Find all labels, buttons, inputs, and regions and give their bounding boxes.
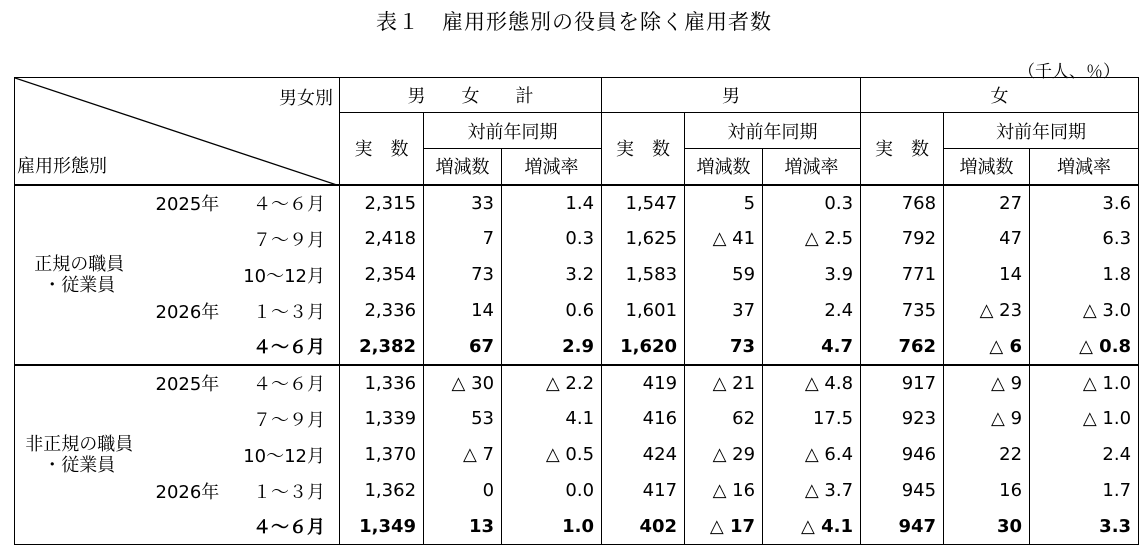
value-cell: 1,601	[602, 293, 685, 329]
value-cell: 417	[602, 473, 685, 509]
value-cell: 1,336	[340, 365, 424, 401]
value-cell: △ 0.8	[1030, 329, 1139, 365]
header-count-male: 実 数	[602, 113, 685, 185]
value-cell: 0.3	[502, 221, 602, 257]
value-cell: 424	[602, 437, 685, 473]
header-yoy-female: 対前年同期	[944, 113, 1139, 149]
table-row	[15, 437, 1139, 473]
value-cell: 947	[861, 509, 944, 545]
value-cell: 419	[602, 365, 685, 401]
value-cell: △ 6	[944, 329, 1030, 365]
value-cell: 2,315	[340, 185, 424, 221]
value-cell: 416	[602, 401, 685, 437]
value-cell: 3.2	[502, 257, 602, 293]
value-cell: 402	[602, 509, 685, 545]
value-cell: 1,547	[602, 185, 685, 221]
value-cell: △ 2.2	[502, 365, 602, 401]
value-cell: 1.8	[1030, 257, 1139, 293]
value-cell: 2.9	[502, 329, 602, 365]
table-row	[15, 293, 1139, 329]
unit-label: （千人、％）	[1018, 62, 1120, 82]
value-cell: 771	[861, 257, 944, 293]
value-cell: 2.4	[763, 293, 861, 329]
value-cell: △ 1.0	[1030, 365, 1139, 401]
value-cell: 0.3	[763, 185, 861, 221]
quarter-cell: 10～12月	[233, 257, 340, 293]
value-cell: 1,370	[340, 437, 424, 473]
value-cell: △ 29	[685, 437, 763, 473]
value-cell: 33	[424, 185, 502, 221]
value-cell: 946	[861, 437, 944, 473]
value-cell: 53	[424, 401, 502, 437]
corner-label-sex: 男女別	[279, 88, 334, 109]
value-cell: △ 9	[944, 365, 1030, 401]
value-cell: △ 21	[685, 365, 763, 401]
value-cell: 14	[424, 293, 502, 329]
value-cell: 1,362	[340, 473, 424, 509]
year-cell	[144, 437, 233, 473]
value-cell: 2.4	[1030, 437, 1139, 473]
category-label-line1: 正規の職員	[34, 253, 125, 275]
value-cell: 3.6	[1030, 185, 1139, 221]
header-corner	[15, 78, 340, 185]
value-cell: 59	[685, 257, 763, 293]
value-cell: 73	[685, 329, 763, 365]
quarter-cell: ４～６月	[233, 509, 340, 545]
value-cell: 792	[861, 221, 944, 257]
quarter-cell: １～３月	[233, 293, 340, 329]
value-cell: △ 30	[424, 365, 502, 401]
header-change-male: 増減数	[685, 149, 763, 185]
table-row	[15, 257, 1139, 293]
value-cell: 2,382	[340, 329, 424, 365]
value-cell: 917	[861, 365, 944, 401]
value-cell: 2,418	[340, 221, 424, 257]
header-yoy-male: 対前年同期	[685, 113, 861, 149]
group-male: 男	[602, 78, 861, 113]
year-cell	[144, 257, 233, 293]
category-label-line1: 非正規の職員	[25, 433, 134, 455]
value-cell: 30	[944, 509, 1030, 545]
header-change-female: 増減数	[944, 149, 1030, 185]
value-cell: △ 2.5	[763, 221, 861, 257]
year-cell	[144, 509, 233, 545]
value-cell: 1,625	[602, 221, 685, 257]
value-cell: 1.4	[502, 185, 602, 221]
year-cell: 2026年	[155, 481, 220, 503]
value-cell: △ 6.4	[763, 437, 861, 473]
group-female: 女	[861, 78, 1139, 113]
quarter-cell: ７～９月	[233, 221, 340, 257]
quarter-cell: １～３月	[233, 473, 340, 509]
value-cell: 4.1	[502, 401, 602, 437]
header-rate-total: 増減率	[502, 149, 602, 185]
value-cell: △ 0.5	[502, 437, 602, 473]
value-cell: 2,354	[340, 257, 424, 293]
value-cell: 0	[424, 473, 502, 509]
value-cell: 13	[424, 509, 502, 545]
value-cell: 73	[424, 257, 502, 293]
category-label-line2: ・従業員	[43, 274, 116, 296]
value-cell: 1.0	[502, 509, 602, 545]
category-label	[15, 185, 144, 365]
value-cell: 2,336	[340, 293, 424, 329]
quarter-cell: ４～６月	[233, 185, 340, 221]
table-row	[15, 329, 1139, 365]
value-cell: 16	[944, 473, 1030, 509]
value-cell: △ 3.7	[763, 473, 861, 509]
year-cell	[144, 221, 233, 257]
category-label-line2: ・従業員	[43, 454, 116, 476]
value-cell: 735	[861, 293, 944, 329]
quarter-cell: ４～６月	[233, 329, 340, 365]
value-cell: 22	[944, 437, 1030, 473]
table-row	[15, 221, 1139, 257]
value-cell: 923	[861, 401, 944, 437]
header-rate-male: 増減率	[763, 149, 861, 185]
table-row	[15, 509, 1139, 545]
quarter-cell: 10～12月	[233, 437, 340, 473]
year-cell: 2025年	[144, 365, 233, 401]
value-cell: △ 23	[944, 293, 1030, 329]
employment-table	[14, 77, 1139, 545]
value-cell: △ 4.8	[763, 365, 861, 401]
value-cell: 62	[685, 401, 763, 437]
value-cell: △ 16	[685, 473, 763, 509]
table-row	[15, 401, 1139, 437]
value-cell: 762	[861, 329, 944, 365]
value-cell: 37	[685, 293, 763, 329]
value-cell: 4.7	[763, 329, 861, 365]
header-count-female: 実 数	[861, 113, 944, 185]
quarter-cell: ４～６月	[233, 365, 340, 401]
value-cell: 1,339	[340, 401, 424, 437]
value-cell: 17.5	[763, 401, 861, 437]
value-cell: 768	[861, 185, 944, 221]
corner-label-type: 雇用形態別	[17, 155, 107, 177]
value-cell: △ 17	[685, 509, 763, 545]
value-cell: 3.9	[763, 257, 861, 293]
table-title: 表１ 雇用形態別の役員を除く雇用者数	[376, 10, 772, 34]
value-cell: △ 7	[424, 437, 502, 473]
value-cell: 47	[944, 221, 1030, 257]
value-cell: △ 3.0	[1030, 293, 1139, 329]
value-cell: 0.6	[502, 293, 602, 329]
table-row	[15, 473, 1139, 509]
value-cell: △ 9	[944, 401, 1030, 437]
header-count-total: 実 数	[340, 113, 424, 185]
value-cell: 1,620	[602, 329, 685, 365]
quarter-cell: ７～９月	[233, 401, 340, 437]
table-row	[15, 365, 1139, 401]
value-cell: 945	[861, 473, 944, 509]
value-cell: 6.3	[1030, 221, 1139, 257]
category-label	[15, 365, 144, 545]
value-cell: 7	[424, 221, 502, 257]
value-cell: 14	[944, 257, 1030, 293]
header-yoy-total: 対前年同期	[424, 113, 602, 149]
year-cell	[144, 401, 233, 437]
header-rate-female: 増減率	[1030, 149, 1139, 185]
year-cell: 2026年	[155, 301, 220, 323]
value-cell: 27	[944, 185, 1030, 221]
value-cell: 1,583	[602, 257, 685, 293]
group-total: 男 女 計	[340, 78, 602, 113]
value-cell: 67	[424, 329, 502, 365]
value-cell: 1.7	[1030, 473, 1139, 509]
value-cell: 0.0	[502, 473, 602, 509]
value-cell: △ 1.0	[1030, 401, 1139, 437]
value-cell: △ 41	[685, 221, 763, 257]
table-row	[15, 185, 1139, 221]
header-change-total: 増減数	[424, 149, 502, 185]
value-cell: 5	[685, 185, 763, 221]
value-cell: 3.3	[1030, 509, 1139, 545]
year-cell	[144, 329, 233, 365]
year-cell: 2025年	[144, 185, 233, 221]
value-cell: 1,349	[340, 509, 424, 545]
value-cell: △ 4.1	[763, 509, 861, 545]
